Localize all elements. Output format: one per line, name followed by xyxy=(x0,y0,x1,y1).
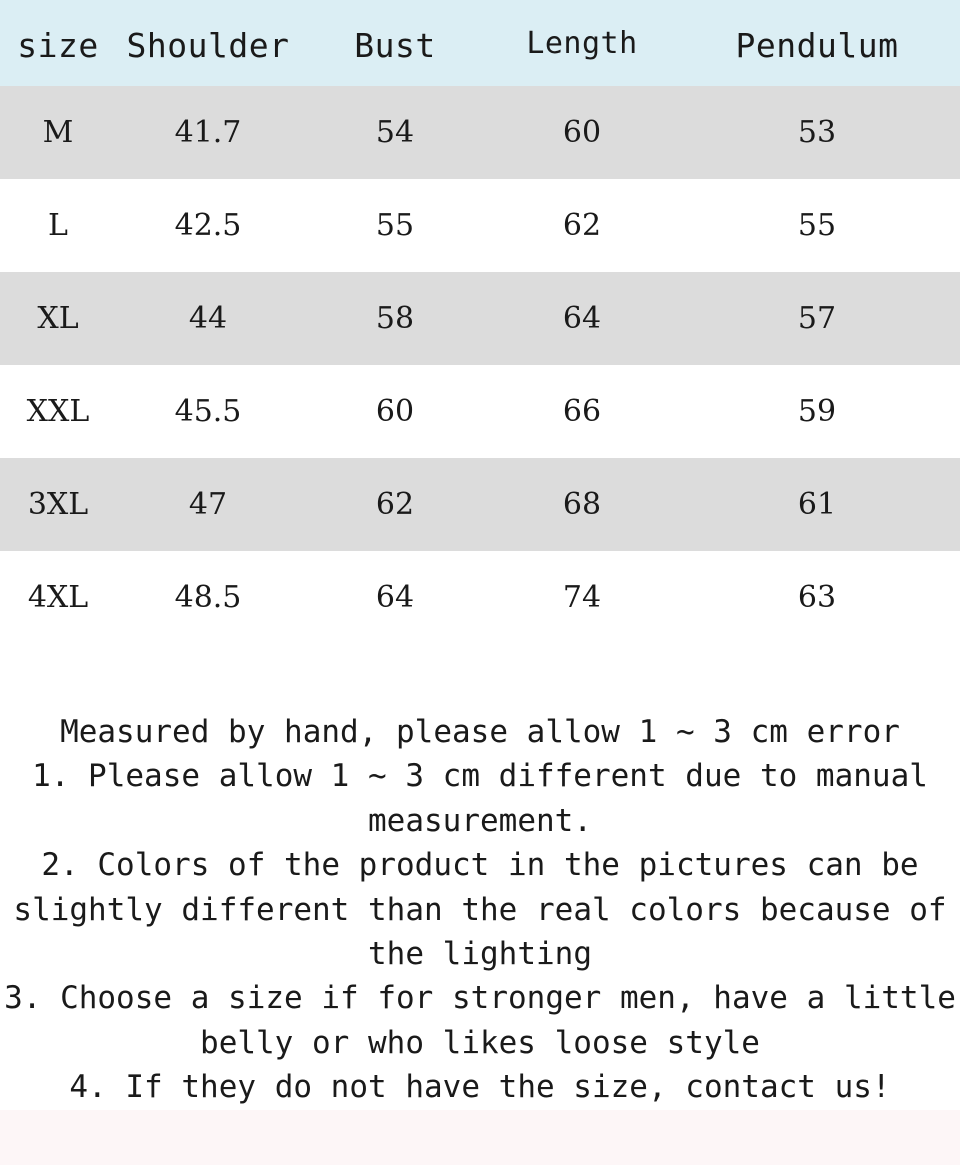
note-item-3: 3. Choose a size if for stronger men, have a little belly or who likes loose style xyxy=(4,980,956,1061)
note-item-4: 4. If they do not have the size, contact us! xyxy=(69,1069,891,1106)
pendulum-cell: 63 xyxy=(797,580,837,615)
pendulum-cell: 55 xyxy=(797,208,837,243)
pendulum-cell: 53 xyxy=(797,115,837,150)
note-item-2: 2. Colors of the product in the pictures can be slightly different than the real colors because of the lighting xyxy=(13,847,947,973)
length-cell: 68 xyxy=(562,487,602,522)
bust-cell: 64 xyxy=(375,580,415,615)
shoulder-cell: 41.7 xyxy=(174,115,242,150)
table-row xyxy=(0,458,960,551)
bust-cell: 60 xyxy=(375,394,415,429)
pendulum-cell: 61 xyxy=(797,487,837,522)
length-cell: 66 xyxy=(562,394,602,429)
pendulum-cell: 59 xyxy=(797,394,837,429)
shoulder-cell: 45.5 xyxy=(174,394,242,429)
shoulder-cell: 47 xyxy=(188,487,228,522)
bust-cell: 62 xyxy=(375,487,415,522)
bust-cell: 54 xyxy=(375,115,415,150)
size-cell: L xyxy=(48,208,68,243)
length-cell: 62 xyxy=(562,208,602,243)
bust-cell: 58 xyxy=(375,301,415,336)
table-header-row xyxy=(0,0,960,86)
pendulum-cell: 57 xyxy=(797,301,837,336)
header-length: Length xyxy=(526,26,638,61)
size-cell: 4XL xyxy=(27,580,89,615)
length-cell: 64 xyxy=(562,301,602,336)
size-cell: M xyxy=(42,115,74,150)
header-shoulder: Shoulder xyxy=(126,26,290,65)
header-size: size xyxy=(17,26,99,65)
header-bust: Bust xyxy=(354,26,436,65)
length-cell: 60 xyxy=(562,115,602,150)
size-cell: XXL xyxy=(26,394,90,429)
table-row xyxy=(0,272,960,365)
shoulder-cell: 42.5 xyxy=(174,208,242,243)
table-row xyxy=(0,179,960,272)
table-row xyxy=(0,86,960,179)
header-pendulum: Pendulum xyxy=(735,26,899,65)
bust-cell: 55 xyxy=(375,208,415,243)
notes-intro: Measured by hand, please allow 1 ~ 3 cm error xyxy=(60,714,900,750)
length-cell: 74 xyxy=(562,580,602,615)
shoulder-cell: 48.5 xyxy=(174,580,242,615)
size-cell: 3XL xyxy=(27,487,89,522)
measurement-notes xyxy=(0,710,960,1110)
bottom-band xyxy=(0,1110,960,1165)
table-row xyxy=(0,551,960,644)
shoulder-cell: 44 xyxy=(188,301,228,336)
table-row xyxy=(0,365,960,458)
note-item-1: 1. Please allow 1 ~ 3 cm different due to manual measurement. xyxy=(32,758,928,839)
size-cell: XL xyxy=(37,301,79,336)
